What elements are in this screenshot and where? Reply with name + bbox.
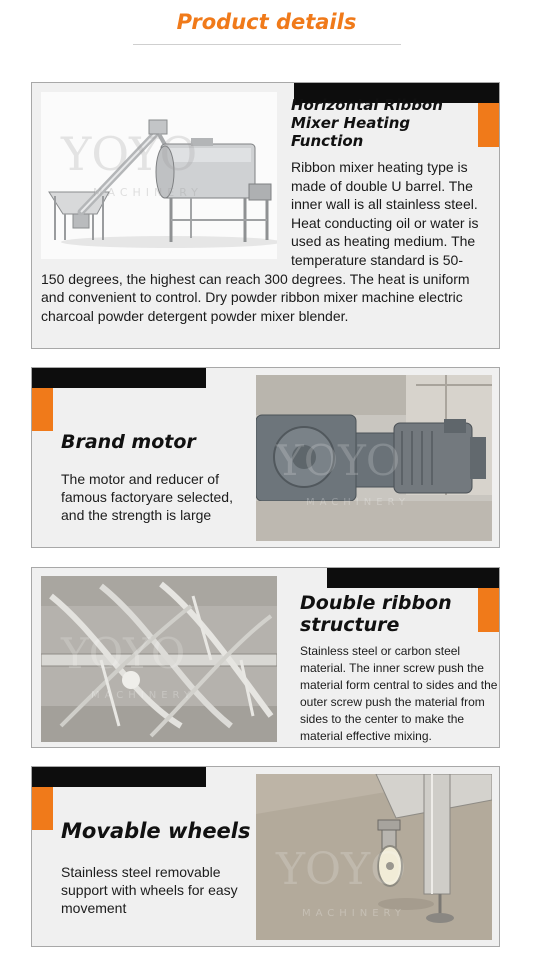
section-movable-wheels — [31, 766, 500, 947]
motor-photo — [256, 375, 492, 541]
section-bar — [32, 767, 206, 787]
ribbon-mixer-image — [41, 92, 277, 259]
section-heading: Movable wheels — [61, 819, 251, 843]
section-accent — [32, 787, 53, 830]
title-divider — [133, 44, 401, 45]
svg-text:MACHINERY: MACHINERY — [306, 497, 410, 508]
caster-wheel-image — [256, 774, 492, 940]
section-bar — [327, 568, 500, 588]
svg-text:MACHINERY: MACHINERY — [302, 908, 406, 919]
svg-text:MACHINERY: MACHINERY — [91, 690, 195, 701]
section-double-ribbon — [31, 567, 500, 748]
svg-text:YOYO: YOYO — [61, 127, 198, 181]
svg-text:YOYO: YOYO — [276, 844, 407, 895]
heading-line: Double ribbon — [300, 592, 452, 614]
section-body: Stainless steel removable support with wheels for easy movement — [61, 864, 238, 916]
svg-text:MACHINERY: MACHINERY — [93, 186, 203, 199]
heading-line: Mixer Heating Function — [291, 114, 411, 150]
section-body: The motor and reducer of famous factoryare selected, and the strength is large — [61, 471, 233, 523]
wheel-photo — [256, 774, 492, 940]
section-accent — [478, 588, 500, 632]
heading-line: Horizontal Ribbon — [291, 96, 443, 114]
svg-text:YOYO: YOYO — [61, 629, 186, 678]
double-ribbon-image — [41, 576, 277, 742]
page-title: Product details — [176, 10, 357, 34]
section-heading: Brand motor — [61, 431, 196, 453]
svg-text:YOYO: YOYO — [276, 436, 401, 485]
section-bar — [32, 368, 206, 388]
section-heading — [300, 592, 452, 636]
section-body: Stainless steel or carbon steel material. The inner screw push the material form central to sides and the outer screw push the material from sides to the center to make the material effective mixing. — [300, 644, 498, 743]
ribbon-agitator-photo — [41, 576, 277, 742]
section-accent — [478, 103, 500, 147]
ribbon-mixer-photo — [41, 92, 277, 259]
section-accent — [32, 388, 53, 431]
heading-line: structure — [300, 614, 400, 636]
section-heating-function — [31, 82, 500, 349]
gear-motor-image — [256, 375, 492, 541]
section-body: Ribbon mixer heating type is made of double U barrel. The inner wall is all stainless steel. Heat conducting oil or water is used as heating medium. The temperature standard is 50-150 degrees, the highest can reach 300 degrees. The heat is uniform and convenient to control. Dry powder ribbon mixer machine electric charcoal powder detergent powder mixer blender. — [41, 159, 479, 324]
section-brand-motor — [31, 367, 500, 548]
